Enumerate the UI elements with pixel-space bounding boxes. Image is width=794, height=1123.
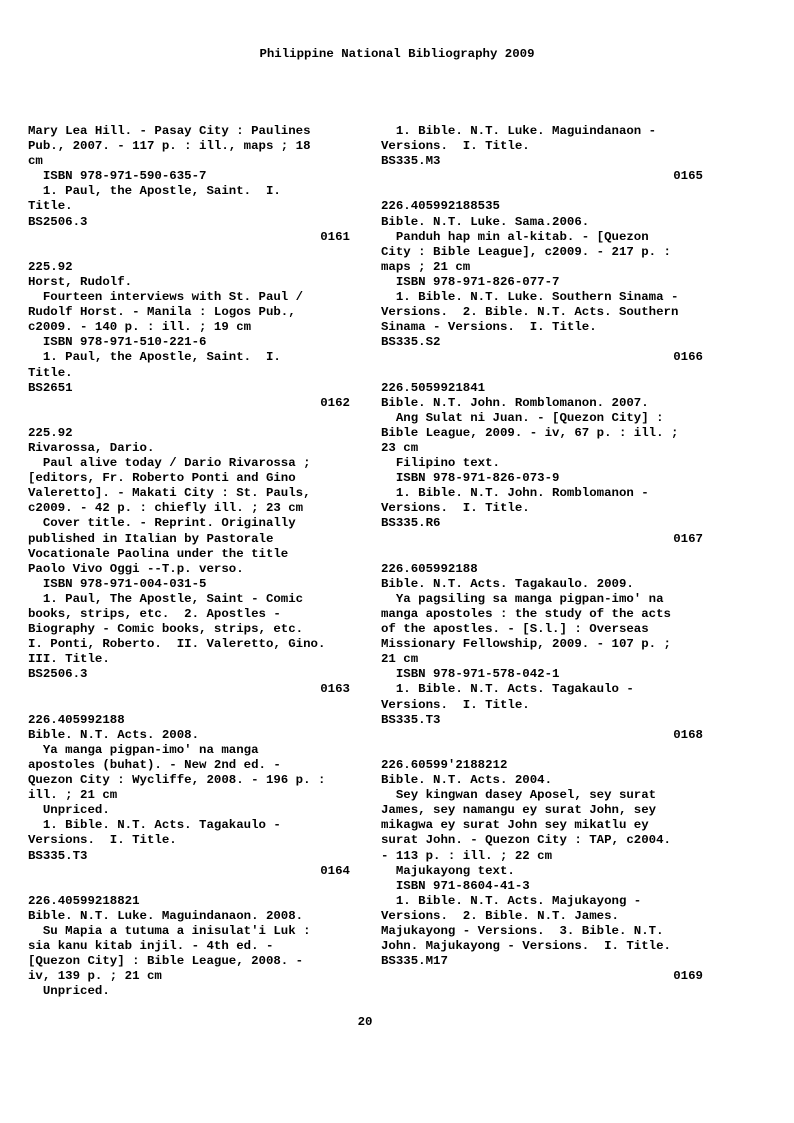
entry-line: Versions. I. Title. — [381, 139, 530, 154]
entry-spacer — [28, 411, 350, 426]
entry-line: Quezon City : Wycliffe, 2008. - 196 p. : — [28, 773, 326, 788]
entry-line: BS335.T3 — [381, 712, 441, 727]
entry-line: [Quezon City] : Bible League, 2008. - — [28, 954, 304, 969]
entry-line: Sinama - Versions. I. Title. — [381, 320, 597, 335]
entry-line: Ya manga pigpan-imo' na manga — [28, 742, 259, 757]
entry-line: 23 cm — [381, 440, 419, 455]
entry-line: Bible League, 2009. - iv, 67 p. : ill. ; — [381, 425, 679, 440]
entry-line: Title. — [28, 199, 73, 214]
entry-number: 0167 — [673, 531, 703, 546]
entry-line: Bible. N.T. Acts. 2004. — [381, 773, 553, 788]
entry-line: 1. Paul, The Apostle, Saint - Comic — [28, 591, 304, 606]
entry-line: manga apostoles : the study of the acts — [381, 607, 671, 621]
entry-line: ISBN 971-8604-41-3 — [381, 878, 530, 893]
entry-line: ISBN 978-971-004-031-5 — [28, 576, 207, 591]
entry-line: books, strips, etc. 2. Apostles - — [28, 607, 281, 621]
entry-line: Majukayong - Versions. 3. Bible. N.T. — [381, 923, 664, 938]
entry-line: c2009. - 42 p. : chiefly ill. ; 23 cm — [28, 501, 304, 516]
entry-line: Ang Sulat ni Juan. - [Quezon City] : — [381, 410, 664, 425]
entry-line: BS2651 — [28, 380, 73, 395]
entry-line: 1. Bible. N.T. Acts. Tagakaulo - — [28, 818, 281, 833]
entry-line: ISBN 978-971-510-221-6 — [28, 335, 207, 350]
left-column — [28, 124, 350, 999]
entry-number: 0166 — [673, 350, 703, 365]
entry-line: BS335.R6 — [381, 516, 441, 531]
entry-line: Fourteen interviews with St. Paul / — [28, 290, 304, 305]
bibliography-entry — [381, 758, 703, 984]
entry-line: I. Ponti, Roberto. II. Valeretto, Gino. — [28, 637, 326, 652]
entry-line: Versions. 2. Bible. N.T. James. — [381, 908, 619, 923]
entry-line: 226.405992188 — [28, 712, 125, 727]
entry-line: 1. Bible. N.T. John. Romblomanon - — [381, 486, 649, 501]
entry-line: 1. Bible. N.T. Acts. Majukayong - — [381, 893, 642, 908]
bibliography-entry — [28, 894, 350, 1000]
entry-number: 0161 — [320, 229, 350, 244]
entry-line: of the apostles. - [S.l.] : Overseas — [381, 622, 649, 637]
page-number: 20 — [357, 1015, 373, 1029]
entry-line: ISBN 978-971-578-042-1 — [381, 667, 560, 682]
bibliography-entry — [28, 713, 350, 879]
entry-line: Biography - Comic books, strips, etc. — [28, 622, 304, 637]
entry-line: ISBN 978-971-826-073-9 — [381, 471, 560, 486]
entry-line: maps ; 21 cm — [381, 259, 471, 274]
entry-line: 1. Bible. N.T. Luke. Maguindanaon - — [381, 124, 657, 138]
entry-line: Bible. N.T. Acts. Tagakaulo. 2009. — [381, 576, 634, 591]
entry-spacer — [28, 698, 350, 713]
entry-line: Sey kingwan dasey Aposel, sey surat — [381, 788, 657, 803]
bibliography-entry — [28, 426, 350, 698]
entry-line: mikagwa ey surat John sey mikatlu ey — [381, 818, 649, 833]
entry-line: John. Majukayong - Versions. I. Title. — [381, 939, 671, 954]
entry-line: Bible. N.T. Acts. 2008. — [28, 727, 200, 742]
entry-line: 1. Paul, the Apostle, Saint. I. — [28, 350, 281, 365]
entry-line: surat John. - Quezon City : TAP, c2004. — [381, 833, 671, 848]
entry-number: 0168 — [673, 727, 703, 742]
entry-line: James, sey namangu ey surat John, sey — [381, 803, 657, 818]
entry-line: Mary Lea Hill. - Pasay City : Paulines — [28, 124, 311, 138]
entry-line: Versions. I. Title. — [381, 697, 530, 712]
right-column — [381, 124, 703, 984]
bibliography-entry — [381, 199, 703, 365]
bibliography-entry — [381, 124, 703, 184]
entry-line: sia kanu kitab injil. - 4th ed. - — [28, 939, 274, 954]
entry-line: BS335.M17 — [381, 954, 448, 969]
entry-line: Paolo Vivo Oggi --T.p. verso. — [28, 561, 244, 576]
bibliography-entry — [381, 381, 703, 547]
entry-line: Missionary Fellowship, 2009. - 107 p. ; — [381, 637, 671, 652]
entry-line: ISBN 978-971-590-635-7 — [28, 169, 207, 184]
entry-line: BS2506.3 — [28, 667, 88, 682]
entry-line: Vocationale Paolina under the title — [28, 546, 289, 561]
entry-line: Filipino text. — [381, 456, 500, 471]
entry-spacer — [28, 879, 350, 894]
entry-line: Pub., 2007. - 117 p. : ill., maps ; 18 — [28, 139, 311, 154]
entry-line: III. Title. — [28, 652, 110, 667]
entry-spacer — [381, 743, 703, 758]
entry-line: Ya pagsiling sa manga pigpan-imo' na — [381, 591, 664, 606]
page-header: Philippine National Bibliography 2009 — [259, 47, 535, 61]
entry-number: 0163 — [320, 682, 350, 697]
entry-line: 225.92 — [28, 259, 73, 274]
entry-line: Horst, Rudolf. — [28, 274, 133, 289]
entry-line: Versions. I. Title. — [28, 833, 177, 848]
bibliography-entry — [381, 562, 703, 743]
entry-line: Unpriced. — [28, 803, 110, 818]
entry-line: Paul alive today / Dario Rivarossa ; — [28, 456, 311, 471]
entry-line: Bible. N.T. Luke. Maguindanaon. 2008. — [28, 908, 304, 923]
entry-line: Title. — [28, 365, 73, 380]
entry-line: apostoles (buhat). - New 2nd ed. - — [28, 757, 281, 772]
entry-line: ISBN 978-971-826-077-7 — [381, 274, 560, 289]
entry-line: [editors, Fr. Roberto Ponti and Gino — [28, 471, 296, 486]
entry-line: published in Italian by Pastorale — [28, 531, 274, 546]
entry-line: - 113 p. : ill. ; 22 cm — [381, 848, 553, 863]
entry-spacer — [381, 184, 703, 199]
entry-line: Panduh hap min al-kitab. - [Quezon — [381, 229, 649, 244]
entry-line: Versions. I. Title. — [381, 501, 530, 516]
entry-line: cm — [28, 154, 43, 169]
entry-line: 226.60599'2188212 — [381, 757, 508, 772]
entry-line: ill. ; 21 cm — [28, 788, 118, 803]
entry-spacer — [381, 366, 703, 381]
entry-line: c2009. - 140 p. : ill. ; 19 cm — [28, 320, 252, 335]
bibliography-entry — [28, 260, 350, 411]
entry-spacer — [381, 547, 703, 562]
entry-line: 1. Paul, the Apostle, Saint. I. — [28, 184, 281, 199]
entry-line: 225.92 — [28, 425, 73, 440]
entry-number: 0165 — [673, 169, 703, 184]
entry-line: City : Bible League], c2009. - 217 p. : — [381, 244, 671, 259]
entry-line: Rivarossa, Dario. — [28, 440, 155, 455]
entry-line: Bible. N.T. Luke. Sama.2006. — [381, 214, 590, 229]
entry-line: Cover title. - Reprint. Originally — [28, 516, 296, 531]
entry-line: BS2506.3 — [28, 214, 88, 229]
entry-number: 0162 — [320, 395, 350, 410]
entry-line: 1. Bible. N.T. Luke. Southern Sinama - — [381, 290, 679, 305]
entry-spacer — [28, 245, 350, 260]
entry-line: Valeretto]. - Makati City : St. Pauls, — [28, 486, 311, 501]
entry-line: Rudolf Horst. - Manila : Logos Pub., — [28, 305, 296, 320]
entry-line: 21 cm — [381, 652, 419, 667]
entry-line: 226.5059921841 — [381, 380, 486, 395]
entry-number: 0164 — [320, 863, 350, 878]
bibliography-entry — [28, 124, 350, 245]
entry-line: Unpriced. — [28, 984, 110, 999]
entry-line: BS335.M3 — [381, 154, 441, 169]
entry-line: 226.40599218821 — [28, 893, 140, 908]
entry-line: BS335.T3 — [28, 848, 88, 863]
entry-line: iv, 139 p. ; 21 cm — [28, 969, 162, 984]
entry-line: Su Mapia a tutuma a inisulat'i Luk : — [28, 923, 311, 938]
entry-line: 226.405992188535 — [381, 199, 500, 214]
entry-line: 1. Bible. N.T. Acts. Tagakaulo - — [381, 682, 634, 697]
entry-number: 0169 — [673, 969, 703, 984]
entry-line: Versions. 2. Bible. N.T. Acts. Southern — [381, 305, 679, 320]
entry-line: Bible. N.T. John. Romblomanon. 2007. — [381, 395, 649, 410]
entry-line: Majukayong text. — [381, 863, 515, 878]
entry-line: BS335.S2 — [381, 335, 441, 350]
entry-line: 226.605992188 — [381, 561, 478, 576]
